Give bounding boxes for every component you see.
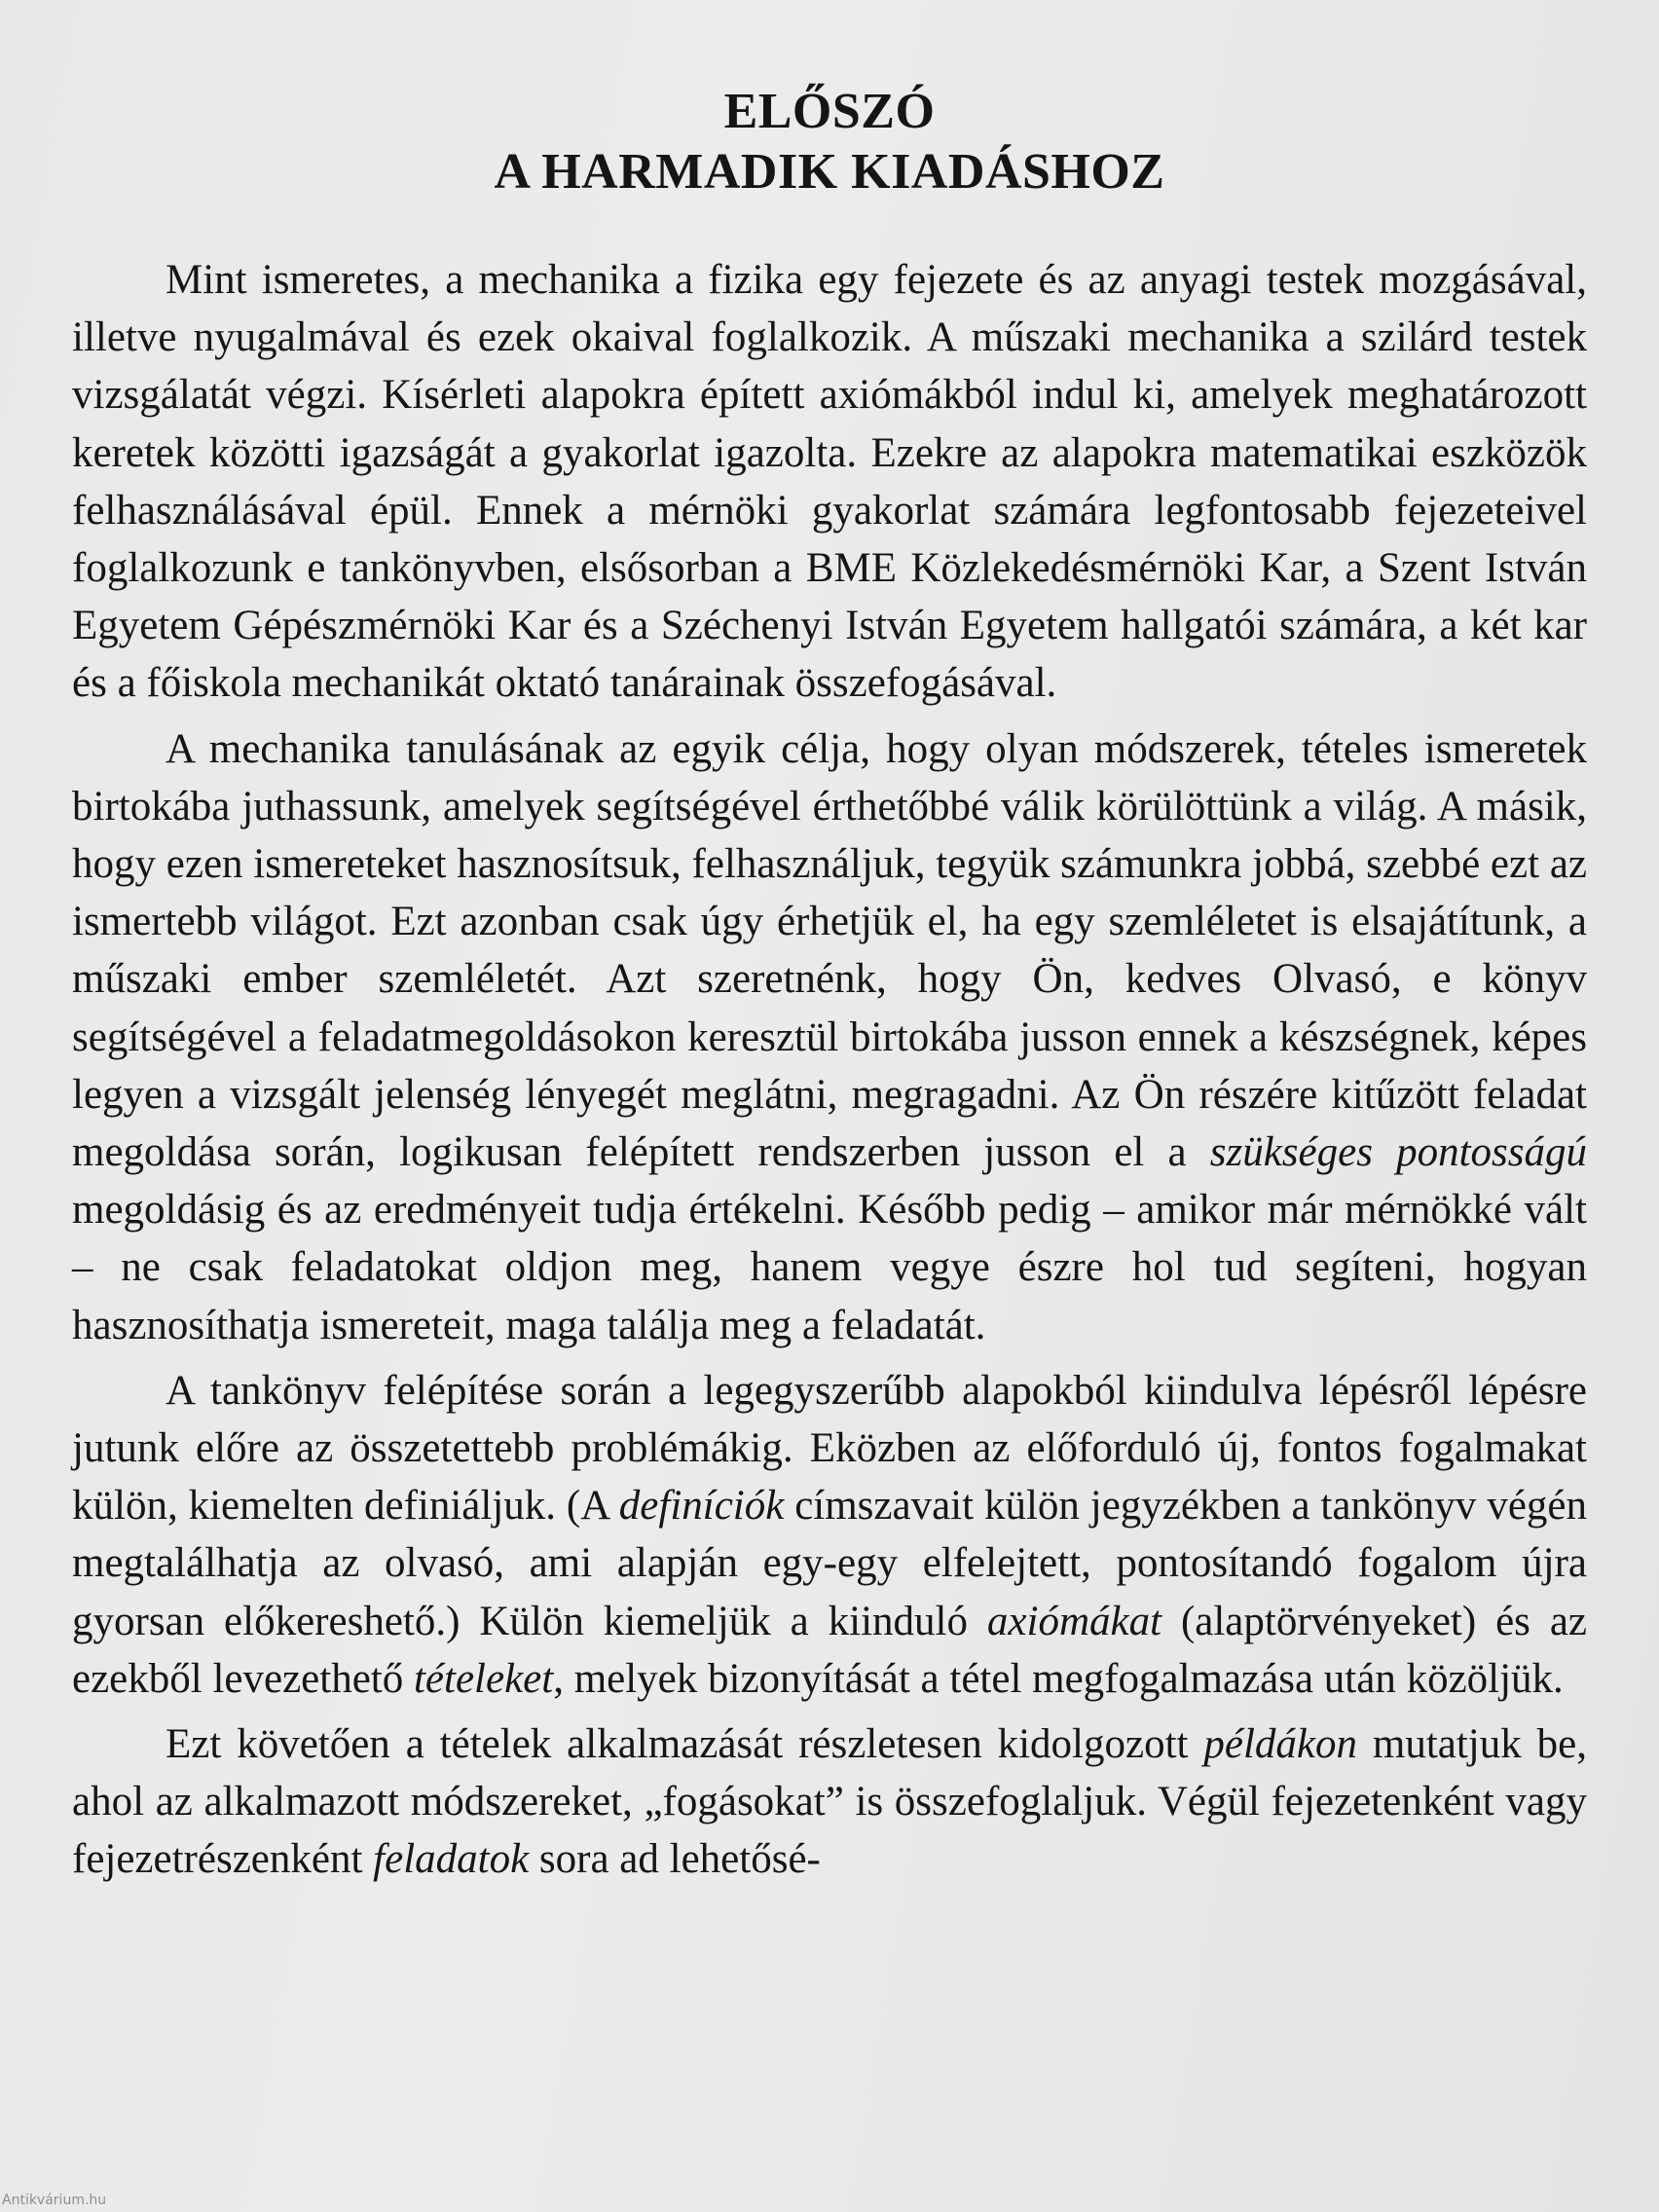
paragraph [72,1715,1587,1889]
text-run: megoldásig és az eredményeit tudja értékelni. Később pedig – amikor már mérnökké vált – ne csak feladatokat oldjon meg, hanem vegye észre hol tud segíteni, hogyan hasznosíthatja ismereteit, maga találja meg a feladatát. [72,1187,1587,1348]
text-run: A mechanika tanulásának az egyik célja, hogy olyan módszerek, tételes ismeretek birtokába juthassunk, amelyek segítségével érthetőbbé válik körülöttünk a világ. A másik, hogy ezen ismereteket hasznosítsuk, felhasználjuk, tegyük számunkra jobbá, szebbé ezt az ismertebb világot. Ezt azonban csak úgy érhetjük el, ha egy szemléletet is elsajátítunk, a műszaki ember szemléletét. Azt szeretnénk, hogy Ön, kedves Olvasó, e könyv segítségével a feladatmegoldásokon keresztül birtokába jusson ennek a készségnek, képes legyen a vizsgált jelenség lényegét meglátni, megragadni. Az Ön részére kitűzött feladat megoldása során, logikusan felépített rendszerben jusson el a [72,725,1587,1176]
emphasized-text: tételeket [413,1655,554,1702]
emphasized-text: szükséges pontosságú [1209,1129,1588,1176]
paragraph [72,720,1587,1354]
text-run: Ezt követően a tételek alkalmazását részletesen kidolgozott [166,1721,1204,1768]
text-run: , melyek bizonyítását a tétel megfogalmazása után közöljük. [553,1655,1564,1702]
text-run: A tankönyv felépítése során a legegyszerűbb alapokból kiindulva lépésről lépésre jutunk előre az összetettebb problémákig. Eközben az előforduló új, fontos fogalmakat külön, kiemelten definiáljuk. (A [72,1367,1587,1530]
emphasized-text: feladatok [373,1836,530,1883]
emphasized-text: példákon [1203,1721,1357,1768]
text-run: (alaptörvényeket) és az ezekből levezethető [72,1598,1588,1702]
text-run: Mint ismeretes, a mechanika a fizika egy fejezete és az anyagi testek mozgásával, illetve nyugalmával és ezek okaival foglalkozik. A műszaki mechanika a szilárd testek vizsgálatát végzi. Kísérleti alapokra épített axiómákból indul ki, amelyek meghatározott keretek közötti igazságát a gyakorlat igazolta. Ezekre az alapokra matematikai eszközök felhasználásával épül. Ennek a mérnöki gyakorlat számára legfontosabb fejezeteivel foglalkozunk e tankönyvben, elsősorban a BME Közlekedésmérnöki Kar, a Szent István Egyetem Gépészmérnöki Kar és a Széchenyi István Egyetem hallgatói számára, a két kar és a főiskola mechanikát oktató tanárainak összefogásával. [72,257,1587,707]
emphasized-text: definíciók [618,1483,785,1530]
text-run: sora ad lehetősé- [529,1836,821,1883]
watermark-text: Antikvárium.hu [2,2193,107,2208]
emphasized-text: axiómákat [986,1598,1162,1644]
page-title-line-1: ELŐSZÓ [723,84,936,139]
paragraph [72,1362,1587,1708]
text-run: mutatjuk be, ahol az alkalmazott módszereket, „fogásokat” is összefoglaljuk. Végül fejezetenként vagy fejezetrészenként [72,1721,1587,1883]
body-text [72,251,1587,1889]
paragraph [72,251,1587,713]
text-run: címszavait külön jegyzékben a tankönyv végén megtalálhatja az olvasó, ami alapján egy-egy elfelejtett, pontosítandó fogalom újra gyorsan előkereshető.) Külön kiemeljük a kiinduló [72,1483,1587,1644]
page-title-line-2: A HARMADIK KIADÁSHOZ [494,144,1165,200]
